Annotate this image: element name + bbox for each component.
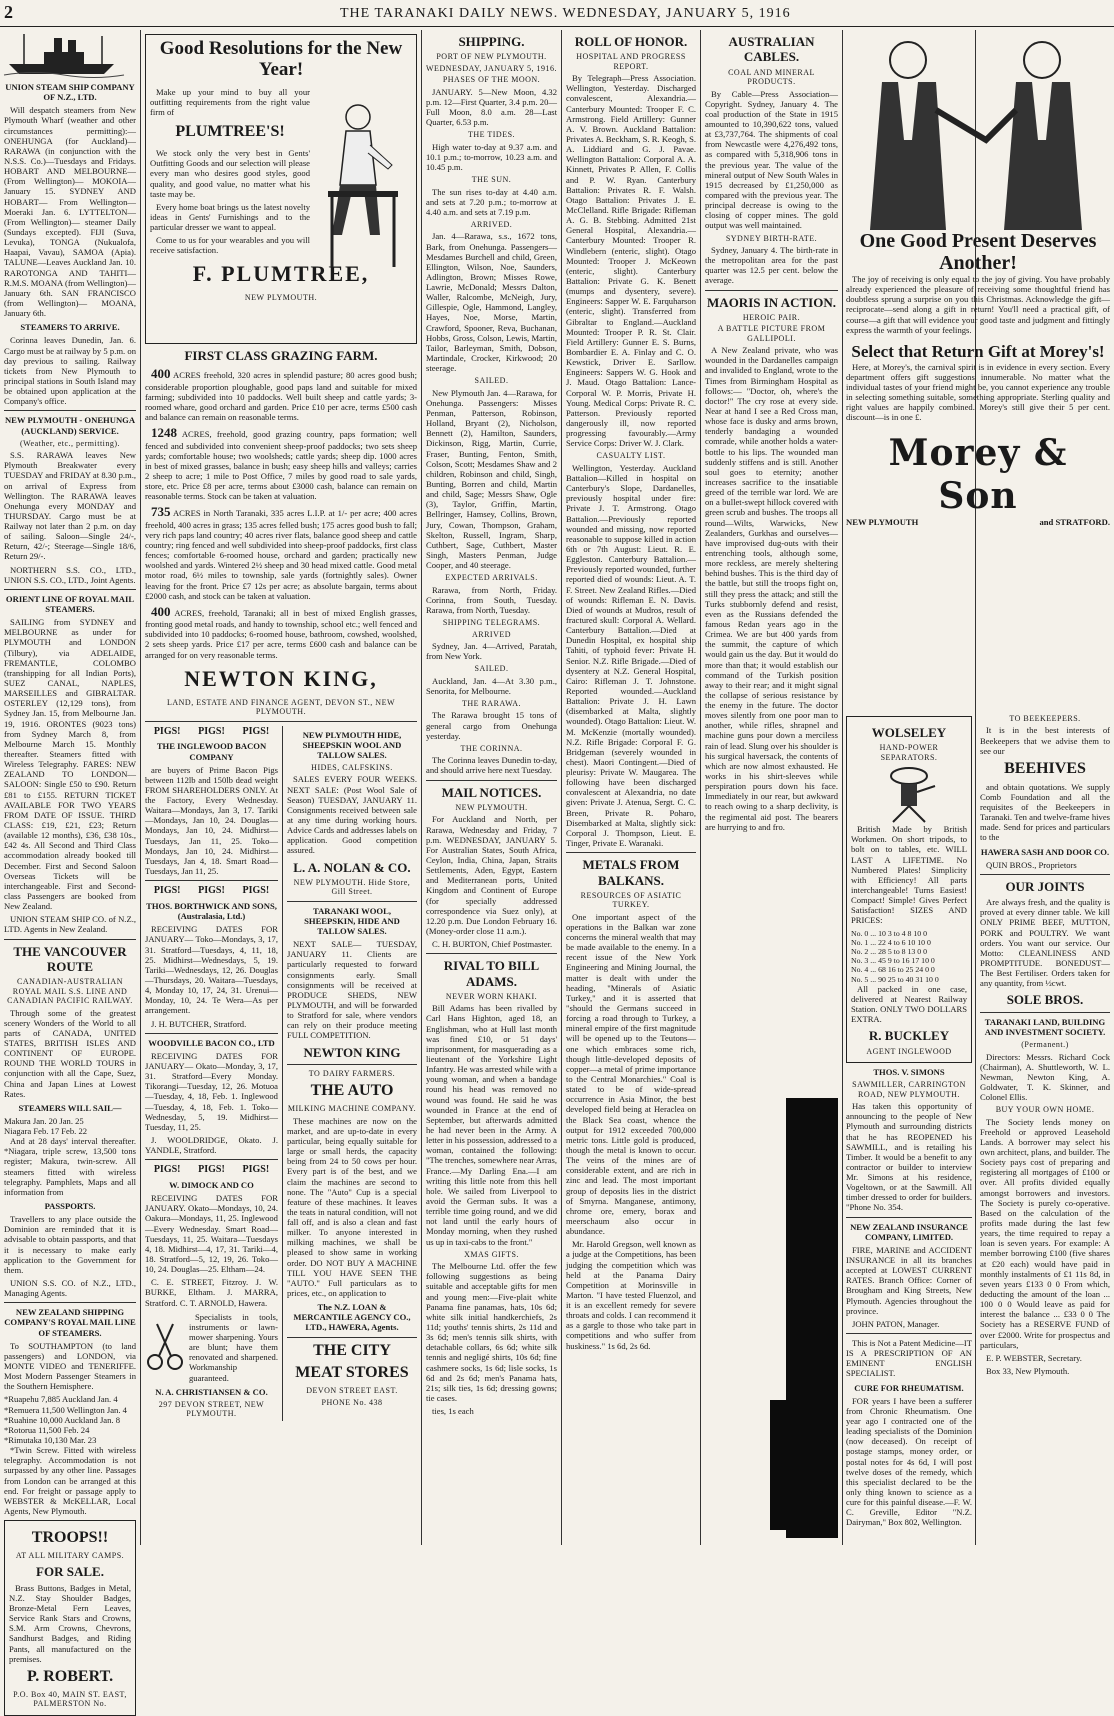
morey-ad bbox=[846, 30, 1110, 710]
expected-text: Rarawa, from North, Friday. Corinna, from South, Tuesday. Rarawa, from North, Tuesday. bbox=[426, 584, 557, 616]
bee-text: It is in the best interests of Beekeepers that we advise them to see our bbox=[980, 725, 1110, 756]
pigs-label: PIGS! bbox=[198, 885, 225, 897]
khaki-heading: NEVER WORN KHAKI. bbox=[445, 991, 538, 1001]
divider bbox=[426, 953, 557, 954]
wolseley-row: No. 1 ... 22 4 to 6 10 10 0 bbox=[851, 937, 931, 947]
sailed-heading: SAILED. bbox=[474, 376, 509, 386]
mail-sign: C. H. BURTON, Chief Postmaster. bbox=[432, 939, 553, 950]
date-line: WEDNESDAY, JANUARY 5, 1916. bbox=[426, 63, 557, 73]
present-heading: One Good Present Deserves Another! bbox=[859, 230, 1097, 274]
np-service-sign: NORTHERN S.S. CO., LTD., UNION S.S. CO., LTD., Joint Agents. bbox=[4, 564, 136, 585]
nzshipping-row: *Remuera 11,500 Wellington Jan. 4 bbox=[4, 1404, 127, 1415]
divider bbox=[4, 589, 136, 590]
rheum-intro: This is Not a Patent Medicine—IT IS A PRESCRIPTION OF AN EMINENT ENGLISH SPECIALIST. bbox=[846, 1338, 972, 1379]
city-address: DEVON STREET EAST. bbox=[306, 1386, 398, 1396]
simons-sub: SAWMILLER, CARRINGTON ROAD, NEW PLYMOUTH. bbox=[852, 1080, 966, 1099]
passports-sign: UNION S.S. CO. of N.Z., LTD., Managing Agents. bbox=[4, 1278, 136, 1299]
plumtrees-name: PLUMTREE'S! bbox=[175, 123, 285, 141]
plumtree-p2: Every home boat brings us the latest novelty ideas in Gents' Furnishings and to the particular dresser we want to appeal. bbox=[150, 201, 310, 233]
pigs-label: PIGS! bbox=[242, 885, 270, 897]
passports-heading: PASSPORTS. bbox=[44, 1201, 96, 1212]
dimock-text: RECEIVING DATES FOR JANUARY. Okato—Mondays, 10, 24. Oakura—Mondays, 11, 25. Inglewood—Every Wednesday. Smart Road—Tuesdays, 11, 25. Waitara—Tuesdays 4, 18. Midhirst—4, 17, 31. Tariki—4, 18. Stratford—5, 12, 19, 26. Toko—10, 24. Douglas—25. Eltham—24. bbox=[145, 1193, 278, 1275]
saw-ad bbox=[145, 1312, 278, 1383]
morey-locations bbox=[846, 517, 1110, 527]
tides-text: High water to-day at 9.37 a.m. and 10.1 p.m.; to-morrow, 10.23 a.m. and 10.45 p.m. bbox=[426, 141, 557, 172]
troops-ad bbox=[4, 1520, 136, 1716]
farm-listing bbox=[145, 604, 417, 660]
nolan-name: L. A. NOLAN & CO. bbox=[293, 859, 411, 875]
moon-text: JANUARY. 5—New Moon, 4.32 p.m. 12—First Quarter, 3.4 p.m. 20—Full Moon, 8.0 a.m. 28—Last Quarter, 6.53 p.m. bbox=[426, 86, 557, 128]
farm-text: ACRES, freehold, good grazing country, paps formation; well fenced and subdivided into convenient sheep-proof paddocks; two sets sheep yards; comfortable house; two woolsheds; cattle yards; sheep dip. 1000 acres in best of mixed grasses, balance in bush; easy sheep hills and valleys; carries 2 sheep to acre; 1 mile to Post Office, 7 miles by good road to sale yards, store, etc. Price £8 per acre, terms about £3000 cash, balance can remain on reasonable terms. Stock can be taken at valuation. bbox=[145, 429, 417, 502]
hawera-name: HAWERA SASH AND DOOR CO. bbox=[980, 846, 1110, 857]
port-heading: PORT OF NEW PLYMOUTH. bbox=[436, 52, 547, 62]
auto-sub: MILKING MACHINE COMPANY. bbox=[287, 1104, 417, 1114]
farm-acres: 735 bbox=[151, 504, 171, 520]
wolseley-row: No. 3 ... 45 9 to 16 17 10 0 bbox=[851, 956, 935, 966]
auto-heading: THE AUTO bbox=[310, 1082, 394, 1100]
nolan-address: NEW PLYMOUTH. Hide Store, Gill Street. bbox=[293, 877, 411, 897]
bee-text-2: and obtain quotations. We supply Comb Foundation and all the requisites of the Beekeepers in Taranaki. Ten and twelve-frame hives made. Send for prices and particulars to the bbox=[980, 781, 1110, 843]
orient-sign: UNION STEAM SHIP CO. of N.Z., LTD. Agents in New Zealand. bbox=[4, 914, 136, 935]
divider bbox=[145, 1033, 278, 1034]
column-wide-ads bbox=[145, 30, 417, 1545]
casualty-text: Wellington, Yesterday. Auckland Battalion—Killed in hospital on Canterbury's Slope, Dardanelles, previously hospital under fire: Private J. T. Armstrong. Otago Battalion.—Previously reported wounded and missing, now reported reasonable to suppose killed in action 6th or 7th August: Lieut. R. E. Eggleston. Canterbury Battalion.—Previously reported wounded, further reported died of wounds: Lieut. A. T. F. Street. New Zealand Rifles.—Died of wounds: Rifleman E. N. Davis. Died of wounds at Mudros, result of fractured skull: Corporal A. Wellard. Canterbury Battalion.—Died at Dunedin Hospital, ex hospital ship Tahiti, of typhoid fever: Private H. Senior. N.Z. Rifle Brigade.—Died of dysentery at N.Z. General Hospital, Cairo: Rifleman J. T. Johnstone. Reported wounded.—Auckland Battalion: Private J. H. Lawn (disembarked at Malta, slightly wounded). Otago Battalion: Lieut. W. M. McKenzie (mortally wounded). N.Z. Rifle Brigade: Corporal F. G. Bridgeman (severely wounded in chest). Maori Contingent.—Died of pleurisy: Private W. Maugarea. The following have been discharged convalescent at Alexandria, no date given: Private J. Atenua, Sergt. C. C. Breen, Private R. Poharo, Disembarked at Malta, slightly sick: Corporal J. Thompson, Lieut. E. Tinger, Private E. Waranaki. bbox=[566, 462, 696, 849]
farm-heading: FIRST CLASS GRAZING FARM. bbox=[184, 348, 378, 363]
meat-stores-heading: MEAT STORES bbox=[295, 1364, 409, 1382]
vancouver-sail-heading: STEAMERS WILL SAIL— bbox=[18, 1102, 122, 1113]
newton-king-sub: LAND, ESTATE AND FINANCE AGENT, DEVON ST., NEW PLYMOUTH. bbox=[166, 697, 396, 717]
pigs-banner bbox=[145, 726, 278, 738]
union-heading: UNION STEAM SHIP COMPANY OF N.Z., LTD. bbox=[5, 82, 135, 103]
column-shipping-ads bbox=[4, 30, 136, 1709]
farm-text: ACRES in North Taranaki, 335 acres L.I.P. at 1/- per acre; 400 acres freehold, 400 acres in grass; 135 acres felled bush; 175 acres good bush to fall; very rich paps land country; 40 acres river flats, balance good sheep and cattle country; ring fenced and well subdivided into sheep-proof paddocks, first class fences; comfortable 6-roomed house, orchard and garden; practically new woolshed and yards. Wintered 2½ sheep and 30 head mixed cattle. Good metal motor road, 6½ miles to township, sale yards (fortnightly sales). Owner leaving for the front. Price £7 12s per acre; as absolute bargain, terms about £2000 cash, and stock can be taken at valuation. bbox=[145, 508, 417, 601]
mail-np: NEW PLYMOUTH. bbox=[455, 802, 528, 812]
farm-listing bbox=[145, 504, 417, 600]
beehives-heading: BEEHIVES bbox=[1004, 759, 1086, 777]
morey-stratford: and STRATFORD. bbox=[1039, 517, 1110, 528]
newton-king-name: NEWTON KING, bbox=[184, 665, 378, 691]
divider bbox=[287, 901, 417, 902]
arrived-heading: ARRIVED. bbox=[470, 219, 513, 229]
plumtree-p1: We stock only the very best in Gents' Outfitting Goods and our selection will please every man who desires good styles, good quality, and good value, no matter what his taste may be. bbox=[150, 148, 310, 199]
wolseley-row: No. 2 ... 28 5 to 8 13 0 0 bbox=[851, 946, 928, 956]
page-number: 2 bbox=[4, 2, 13, 22]
maoris-text: A New Zealand private, who was wounded in the Dardanelles campaign and invalided to England, wrote to the Times from Birmingham Hospital as follows:— "Doctor, oh, where's the doctor!" The cry rose at every side. Near at hand I see a Red Cross man, whose face is dusky and arms brown, tenderly bandaging a wounded comrade, while another holds a water-bottle to his lips. The wounded man suddenly stiffens and is still. Another soul goes to eternity; another increases sacrifice to the insatiable greed of the terrible war lord. We are on a bullet-swept hillock covered with green scrub and bushes. The troops all round—Wilts, Warwicks, New Zealanders, Gurkhas and ourselves—have improvised dug-outs with their entrenching tools, although some, more reckless, are merely sheltering behind bushes. This is the third day of the battle, but still the troops fight on, still they press the attack; and still the Turks stubbornly defend and resist, even as the Russians defended the famous Redan years ago in the Crimea. We are but 400 yards from the summit, the capture of which would gain us the day. But it would do more than that; it would establish our command of the Turkish position away to their rear; and it might signal the collapse of serious resistance by the enemy in the future. The doctor moves silently from one poor man to another, while rifles, shrapnel and machine guns pour down a merciless rain of lead. Slung over his shoulder is his surgical haversack, the contents of which are now almost exhausted. He works in his shirt-sleeves while perspiration pours down his face. Immediately in our rear, but awkward to reach owing to a sharp declivity, is the regimental aid post. The bearers are hurrying to and fro. bbox=[705, 345, 838, 832]
birth-text: Sydney, January 4. The birth-rate in the metropolitan area for the past quarter was 12.5 per cent. below the average. bbox=[705, 244, 838, 286]
woodville-heading: WOODVILLE BACON CO., LTD bbox=[148, 1037, 275, 1048]
saw-text: Specialists in tools, instruments or lawn-mower sharpening. Yours are blunt; have them renovated and sharpened. Workmanship guaranteed. bbox=[189, 1311, 278, 1383]
nzshipping-heading: NEW ZEALAND SHIPPING COMPANY'S ROYAL MAIL LINE OF STEAMERS. bbox=[4, 1307, 136, 1338]
nzshipping-text-2: *Twin Screw. Fitted with wireless telegraphy. Accommodation is not surpassed by any other line. Passages from London can be arranged at this end. For freight or passage apply to WEBSTER & McKELLAR, Local Agents, New Plymouth. bbox=[4, 1445, 136, 1516]
nzshipping-row: *Rimutaka 10,130 Mar. 23 bbox=[4, 1435, 97, 1445]
vancouver-sub: CANADIAN-AUSTRALIAN ROYAL MAIL S.S. LINE AND CANADIAN PACIFIC RAILWAY. bbox=[7, 977, 133, 1006]
robert-name: P. ROBERT. bbox=[26, 1667, 114, 1685]
cables-heading: AUSTRALIAN CABLES. bbox=[728, 34, 815, 65]
farm-text: ACRES freehold, 320 acres in splendid pasture; 80 acres good bush; considerable proportion ploughable, good paps land and suitable for mixed farming; subdivided into 10 paddocks. Well built sheep and cattle yards; 3-roomed whare, good orchard and garden. Price £10 per acre, terms £500 cash and balance can remain on reasonable terms. bbox=[145, 370, 417, 423]
divider bbox=[4, 939, 136, 940]
vancouver-heading: THE VANCOUVER ROUTE bbox=[13, 943, 127, 974]
roll-text: By Telegraph—Press Association. Wellington, Yesterday. Discharged convalescent, Alexandria.—Canterbury Mounted: Trooper F. C. Armstrong. Field Artillery: Gunner A. V. Brown. Auckland Battalion: Privates A. Beckham, S. R. Keogh, S. A. Liddiard and G. J. Pavae. Wellington Battalion: Corporal A. A. Kinnett, Privates P. Allen, F. Collis and P. W. Ryan. Canterbury Battalion: Privates R. F. Walsh. Otago Battalion: Privates J. E. McClelland. Rifle Brigade: Rifleman A. G. B. Stebbing. Admitted 21st General Hospital, Alexandria.—Canterbury Mounted: Trooper R. Windlebern (enteric, slight). Otago Mounted: Trooper J. McKeown (enteric, slight). Canterbury Battalion: Private G. K. Benett (mumps and dysentery, severe). Engineers: Sapper W. E. Farquharson (enteric, slight). Transferred from Gibraltar to England.—Auckland Mounted: Trooper P. R. St. Clair. Field Artillery: Gunner E. S. Burns, Bombardier E. A. Finlay and C. O. Kewstick, Driver E. Sarllow. Engineers: Sappers W. G. Hook and J. Maud. Otago Battalion: Lance-Corporal W. P. Morris, Private H. Young. Medical Corps: Private R. C. Patterson. Previously reported dangerously ill, now reported progressing favourably.—Army Service Corps: Driver W. J. Clark. bbox=[566, 73, 696, 449]
arrive-heading: STEAMERS TO ARRIVE. bbox=[20, 322, 120, 333]
own-home-heading: BUY YOUR OWN HOME. bbox=[995, 1105, 1095, 1115]
pigs-banner bbox=[145, 1164, 278, 1176]
sales-column bbox=[283, 726, 417, 1421]
np-hide-heading: NEW PLYMOUTH HIDE, SHEEPSKIN WOOL AND TALLOW SALES. bbox=[302, 729, 402, 760]
corinna-text: The Corinna leaves Dunedin to-day, and should arrive here next Tuesday. bbox=[426, 755, 557, 776]
column-rule bbox=[140, 30, 141, 1545]
roll-heading: ROLL OF HONOR. bbox=[574, 34, 688, 49]
nzins-heading: NEW ZEALAND INSURANCE COMPANY, LIMITED. bbox=[850, 1221, 968, 1242]
beekeepers-pre: TO BEEKEEPERS. bbox=[1009, 714, 1081, 723]
sole-name: SOLE BROS. bbox=[1006, 992, 1084, 1008]
city-heading: THE CITY bbox=[313, 1341, 391, 1359]
tel-sailed-text: Auckland, Jan. 4—At 3.30 p.m., Senorita, for Melbourne. bbox=[426, 675, 557, 696]
masthead bbox=[0, 0, 1114, 27]
auto-text: These machines are now on the market, and are up-to-date in every particular, being equally suitable for large or small herds, the capacity being from 24 to 50 cows per hour. Every part is of the best, and we claim the machines are second to none. The "Auto" Cup is a special feature of these machines. It leaves the teats in natural condition, will not fall off, and is also a clean and fast milker. To anyone interested in milking machines, we shall be pleased to show same in working order. DO NOT BUY A MACHINE TILL YOU HAVE SEEN THE "AUTO." Full particulars as to prices, etc., on application to bbox=[286, 1115, 417, 1299]
rarawa-heading: THE RARAWA. bbox=[461, 699, 522, 709]
wolseley-text: British Made by British Workmen. On short tripods, to bolt on to tables, etc. WILL LAST A LIFETIME. No Numbered Plates! Simplicity with Efficiency! All parts interchangeable! Turns Easiest! Compact! Simple! Gives Perfect Satisfaction! SIZES AND PRICES: bbox=[851, 824, 967, 926]
np-service-text: S.S. RARAWA leaves New Plymouth Breakwater every TUESDAY and FRIDAY at 8.30 p.m., on arrival of Express from Wellington. The RARAWA leaves Onehunga every MONDAY and THURSDAY. Cargo must be at Railway not later than 2 p.m. on day of sailing. Saloon—Single 24/-, Return, 42/-; Steerage—Single 18/6, Return 29/-. bbox=[4, 450, 136, 562]
robert-address: P.O. Box 40, MAIN ST. EAST, PALMERSTON No. bbox=[13, 1689, 127, 1709]
ink-blot bbox=[770, 1400, 792, 1530]
plumtree-intro: Make up your mind to buy all your outfitting requirements from the right value firm of bbox=[150, 86, 310, 118]
sailed-text: New Plymouth Jan. 4—Rarawa, for Onehunga. Passengers: Misses Penman, Patterson, Robinson, Holland, Bryant (2), Nicholson, Bennett (2), Hamilton, Saunders, Dickinson, Rigg, Martin, Currie, Fraser, Bunting, Fenton, Smith, Colson, Scott; Mesdames Shaw and 2 children, Robinson and child, Singh, Bunting, Borren and child, Martin and child, Sage; Messrs Shaw, Ogle (3), Taylor, Griffin, Martin, Bellringer, Hamsey, Collins, Brown, Jury, Cowan, Thompson, Graham, Skelton, Russell, Ingram, Sharp, Cuthbert, Sage, Cuthbert, Master Singh, Masters Penman, Judge Cooper, and 40 steerage. bbox=[426, 387, 557, 571]
np-hide-text: SALES EVERY FOUR WEEKS. NEXT SALE: (Post Wool Sale of Season) TUESDAY, JANUARY 11. Consignments received between sale at any time during working hours. Advice Cards and addresses labels on application. Good competition assured. bbox=[286, 774, 417, 856]
divider bbox=[287, 1064, 417, 1065]
wolseley-sub: HAND-POWER SEPARATORS. bbox=[879, 743, 939, 762]
np-hide-sub: HIDES, CALFSKINS. bbox=[311, 762, 393, 772]
select-heading: Select that Return Gift at Morey's! bbox=[851, 341, 1105, 361]
tides-heading: THE TIDES. bbox=[467, 130, 516, 140]
divider bbox=[980, 1012, 1110, 1013]
arrive-text: Corinna leaves Dunedin, Jan. 6. Cargo must be at railway by 5 p.m. on day previous to sailing. Railway tickets from New Plymouth to principal stations in South Island may be obtained upon application at the Company's office. bbox=[4, 335, 136, 407]
mail-text: For Auckland and North, per Rarawa, Wednesday and Friday, 7 p.m. WEDNESDAY, JANUARY 5. For Australian States, South Africa, Ceylon, India, China, Japan, Straits Settlements, Aden, Egypt, Eastern and Mediterranean ports, United Kingdom and Continent of Europe (for specially addressed correspondence via Suez only), at 12.20 p.m. Due London February 16. (Money-order close 11 a.m.). bbox=[426, 814, 557, 936]
ink-blot bbox=[786, 1098, 838, 1538]
pigs-label: PIGS! bbox=[242, 1164, 270, 1176]
divider bbox=[4, 410, 136, 411]
for-sale-heading: FOR SALE. bbox=[36, 1564, 104, 1580]
divider bbox=[980, 874, 1110, 875]
troops-sub: AT ALL MILITARY CAMPS. bbox=[15, 1551, 125, 1560]
hospital-heading: HOSPITAL AND PROGRESS REPORT. bbox=[576, 52, 686, 71]
orient-text: SAILING from SYDNEY and MELBOURNE as under for PLYMOUTH and LONDON (Tilbury), via ADELAIDE, FREMANTLE, COLOMBO (transhipping for all Indian Ports), SUEZ CANAL, NAPLES, MARSEILLES and GIBRALTAR. OSTERLEY (12,129 tons), from Sydney Jan. 15, from Melbourne Jan. 19, 1916. ORONTES (9023 tons) from Sydney March 8, from Melbourne March 15. Monthly thereafter. Steamers fitted with Wireless Telegraphy. FARES: NEW ZEALAND TO LONDON—SALOON: Single £50 to £90. Return £81 to £155. RETURN TICKET AVAILABLE FOR TWO YEARS FROM DATE OF ISSUE. THIRD CLASS: £19, £21, £23; Return (available 12 months), £36, £38 10s., £42 4s. All Second and Third Class accommodation already booked till December. First and Second Saloon Overseas Tickets will be interchangeable. First and Second-class Passengers are booked from New Zealand. bbox=[4, 617, 136, 912]
divider bbox=[145, 1159, 278, 1160]
metals-text: One important aspect of the operations in the Balkan war zone concerns the mineral wealth that may be made available to the enemy. In a recent issue of the New York Engineering and Mining Journal, the matter is dealt with under the heading, "Minerals of Asiatic Turkey," and it is asserted that "should the Germans succeed in forcing a road through to Turkey, a mineral empire of the first magnitude will be opened up to the Teutons—one which embraces some rich, though little-developed deposits of copper—a metal of prime importance to the Central Monarchies." Coal is stated to be of wide-spread occurrence in Asia Minor, the best developed field being at Heraclea on the Black Sea coast, whence the output for 1912 exceeded 700,000 metric tons. Little gold is produced, though the metal is known to occur. The veins of the mines are of considerable extent, and are rich in zinc and lead. The most important group of deposits lies in the district of Smyrna. Manganese, antimony, chrome ore, emery, borax and meerschaum also occur in abundance. bbox=[566, 911, 696, 1237]
pigs-banner bbox=[145, 885, 278, 897]
sun-heading: THE SUN. bbox=[471, 175, 512, 185]
divider bbox=[846, 1333, 972, 1334]
wolseley-row: No. 4 ... 68 16 to 25 24 0 0 bbox=[851, 965, 935, 975]
men-illustration bbox=[846, 30, 1110, 230]
rheum-text: FOR years I have been a sufferer from Chronic Rheumatism. One year ago I contracted one of the leading specialists of the Dominion (now deceased). On receipt of postage stamps, money order, or postal notes for 4s 6d, I will post twelve doses of the remedy, which this specialist declared to be the only thing known to science as a cure for this painful disease.—F. W. C. Greville, Editor "N.Z. Dairyman," Box 802, Wellington. bbox=[846, 1395, 972, 1528]
column-rule bbox=[700, 30, 701, 1545]
sub-columns bbox=[145, 726, 417, 1421]
battle-heading: A BATTLE PICTURE FROM GALLIPOLI. bbox=[717, 324, 826, 343]
inglewood-heading: THE INGLEWOOD BACON COMPANY bbox=[156, 741, 267, 762]
pigs-label: PIGS! bbox=[198, 1164, 225, 1176]
inglewood-text: are buyers of Prime Bacon Pigs between 112lb and 150lb dead weight FROM SHAREHOLDERS ONLY. At the Factory, Every Wednesday. Waitara—Mondays, Jan 3, 17. Tariki—Mondays, Jan 10, 24. Douglas—Mondays, Jan 10, 24. Midhirst—Tuesdays, Jan 11, 25. Toko—Mondays, Jan 10, 24. Midhirst—Tuesdays, Jan 4, 18. Smart Road—Tuesdays, Jan 11, 25. bbox=[145, 764, 278, 877]
troops-heading: TROOPS!! bbox=[31, 1529, 109, 1547]
nzshipping-row: *Rotorua 11,500 Feb. 24 bbox=[4, 1424, 90, 1435]
column-rule bbox=[421, 30, 422, 1545]
rarawa-text: The Rarawa brought 15 tons of general cargo from Onehunga yesterday. bbox=[426, 710, 557, 741]
taranaki-sales-text: NEXT SALE— TUESDAY, JANUARY 11. Clients are particularly requested to forward consignments early. Small consignments will be received at PRODUCE SHEDS, NEW PLYMOUTH, and will be forwarded to Stratford for sale, where vendors can rely on their produce meeting FULL COMPETITION. bbox=[286, 939, 417, 1041]
orient-heading: ORIENT LINE OF ROYAL MAIL STEAMERS. bbox=[5, 593, 135, 615]
arrived-text: Jan. 4—Rarawa, s.s., 1672 tons, Bark, from Onehunga. Passengers—Mesdames Burchell and child, Green, Ellington, Wilson, Noe, Saunders, Adlington, Brown; Misses Rowe, Lawrie, McDonald; Messrs Dalton, Waller, Ralcombe, McNeigh, Jury, Gillespie, Ogle, Hammond, Langley, Hayes, Noe, Morse, Martin, Crawford, Spooner, Reva, Buchanan, Hobbs, Gross, Colson, Lewis, Martin, Tailor, Barleyman, Smith, Dobson, Martindale, Crocker, Kirkwood; 20 steerage. bbox=[426, 231, 557, 374]
separator-illustration bbox=[851, 764, 967, 824]
dairy-farmers: TO DAIRY FARMERS. bbox=[308, 1068, 396, 1078]
box-line: Box 33, New Plymouth. bbox=[986, 1366, 1070, 1377]
coal-heading: COAL AND MINERAL PRODUCTS. bbox=[728, 67, 815, 87]
rheum-heading: CURE FOR RHEUMATISM. bbox=[854, 1382, 964, 1393]
farm-acres: 400 bbox=[151, 366, 171, 382]
troops-text: Brass Buttons, Badges in Metal, N.Z. Stay Shoulder Badges, Bronze-Metal Fern Leaves, Service Rank Stars and Crowns, S.M. Arm Crowns, Chevrons, Sandhurst Badges, and Riding Pants, all manufactured on the premises. bbox=[9, 1582, 131, 1664]
column-rule bbox=[842, 30, 843, 1545]
webster-sign: E. P. WEBSTER, Secretary. bbox=[986, 1352, 1082, 1363]
rival-heading: RIVAL TO BILL ADAMS. bbox=[443, 958, 540, 989]
loan-agency: The N.Z. LOAN & MERCANTILE AGENCY CO., LTD., HAWERA, Agents. bbox=[293, 1302, 411, 1333]
xmas-heading: XMAS GIFTS. bbox=[464, 1249, 519, 1259]
simons-heading: THOS. V. SIMONS bbox=[873, 1067, 945, 1078]
column-rule bbox=[561, 30, 562, 1545]
xmas-tail: ties, 1s each bbox=[432, 1406, 474, 1417]
dimock-heading: W. DIMOCK AND CO bbox=[169, 1180, 254, 1191]
nzins-text: FIRE, MARINE and ACCIDENT INSURANCE in all its branches accepted at LOWEST CURRENT RATES. Branch Office: Corner of Brougham and King Streets, New Plymouth. Agencies throughout the province. bbox=[846, 1244, 972, 1316]
simons-text: Has taken this opportunity of announcing to the people of New Plymouth and surrounding districts that he has REOPENED his SAWMILL, and is retailing his Timber. It would be a benefit to any contractor or builder to interview Mr. Simons at his residence, Vogeltown, or at the Sawmill. All timber dressed to order for builders. "Phone No. 354. bbox=[846, 1101, 972, 1213]
tel-sailed-heading: SAILED. bbox=[474, 664, 509, 674]
tel-arrived-heading: ARRIVED bbox=[471, 629, 512, 639]
vancouver-row: Makura Jan. 20 Jan. 25 bbox=[4, 1115, 84, 1126]
column-roll-of-honor bbox=[566, 30, 696, 1545]
gregson-text: Mr. Harold Gregson, well known as a judge at the Competitions, has been judging the competition which was held at the Panama Dairy Competition at Morinsville in Marton. "I have tested Fluenzol, and it is an excellent remedy for severe throats and colds. I can recommend it as a gargle to those who take part in competitions and who suffer from huskiness." 1s 6d, 2s 6d. bbox=[566, 1239, 696, 1351]
wolseley-ad bbox=[846, 716, 972, 1063]
city-phone: PHONE No. 438 bbox=[321, 1397, 383, 1407]
plumtree-firm: F. PLUMTREE, bbox=[192, 261, 370, 287]
select-text: Here, at Morey's, the carnival spirit is in evidence in every section. Every department offers gift suggestions innumerable. No matter what the individual tastes of your friend might be, you cannot experience any trouble in selecting something suitable, something appropriate. Sterling quality and right values are happily combined. Morey's still give their 5 per cent. discount—is in one £. bbox=[846, 361, 1110, 423]
newspaper-title: THE TARANAKI DAILY NEWS. WEDNESDAY, JANUARY 5, 1916 bbox=[340, 6, 791, 21]
metals-heading: METALS FROM BALKANS. bbox=[582, 857, 680, 888]
taranaki-land-heading: TARANAKI LAND, BUILDING AND INVESTMENT SOCIETY. bbox=[984, 1016, 1106, 1037]
woodville-text: RECEIVING DATES FOR JANUARY— Okato—Monday, 3, 17, 31. Stratford—Every Monday. Tikorangi—Tuesday, 12, 26. Motuoa—Tuesday, 4, 18, Feb. 1. Inglewood—Tuesday, 4, 18, Feb. 1. Toko—Wednesday, 5, 19. Midhirst—Tuesday, 11, 25. bbox=[145, 1050, 278, 1132]
taranaki-land-sub: (Permanent.) bbox=[1021, 1040, 1069, 1050]
shipping-heading: SHIPPING. bbox=[458, 34, 525, 49]
wolseley-heading: WOLSELEY bbox=[871, 725, 947, 740]
passports-text: Travellers to any place outside the Dominion are reminded that it is advisable to obtain passports, and that it is necessary to make early application to the Government for them. bbox=[4, 1214, 136, 1275]
wolseley-row: No. 0 ... 10 3 to 4 8 10 0 bbox=[851, 928, 928, 938]
morey-np: NEW PLYMOUTH bbox=[846, 517, 919, 528]
pigs-label: PIGS! bbox=[153, 725, 181, 737]
present-text: The joy of receiving is only equal to the joy of giving. You have probably already experienced the pleasure of receiving some thoughtful friend has doubtless sprung a surprise on you this Christmas. Acknowledge the gift—reciprocate—send along a gift in return! You'll need a practical gift, of course—a gift that will evidence your good taste and judgment and fittingly express the warmth of your feelings. bbox=[846, 274, 1110, 335]
buckley-sub: AGENT INGLEWOOD bbox=[866, 1046, 952, 1056]
column-7-lower bbox=[980, 712, 1110, 1547]
vancouver-text-2: And at 28 days' interval thereafter. *Niagara, triple screw, 13,500 tons register; Makura, twin-screw. All steamers fitted with wireless telegraphy. Pamphlets, Maps and all information from bbox=[4, 1136, 136, 1197]
mail-heading: MAIL NOTICES. bbox=[441, 784, 542, 800]
seated-man-illustration bbox=[318, 95, 408, 277]
heroic-heading: HEROIC PAIR. bbox=[742, 312, 801, 322]
asiatic-heading: RESOURCES OF ASIATIC TURKEY. bbox=[580, 890, 682, 910]
tel-arrived-text: Sydney, Jan. 4—Arrived, Paratah, from New York. bbox=[426, 641, 557, 662]
sun-text: The sun rises to-day at 4.40 a.m. and sets at 7.20 p.m.; to-morrow at 4.40 a.m. and sets at 7.19 p.m. bbox=[426, 186, 557, 217]
joints-text: Are always fresh, and the quality is proved at every dinner table. We kill ONLY PRIME BEEF, MUTTON, PORK and POULTRY. We want orders. You want our service. Our Motto: CLEANLINESS AND PROMPTITUDE. BONEDUST— The Best Fertiliser. Orders taken for any quantity, from ½cwt. bbox=[980, 897, 1110, 989]
divider bbox=[566, 852, 696, 853]
divider bbox=[4, 1302, 136, 1303]
divider bbox=[846, 1217, 972, 1218]
plumtree-town: NEW PLYMOUTH. bbox=[244, 293, 318, 303]
corinna-heading: THE CORINNA. bbox=[460, 743, 523, 753]
birth-heading: SYDNEY BIRTH-RATE. bbox=[725, 233, 818, 243]
divider bbox=[145, 721, 417, 722]
nzshipping-row: *Ruapehu 7,885 Auckland Jan. 4 bbox=[4, 1394, 118, 1405]
nzshipping-text: To SOUTHAMPTON (to land passengers) and LONDON, via MONTE VIDEO and TENERIFFE. Most Modern Passenger Steamers in the Southern Hemisphere. bbox=[4, 1340, 136, 1392]
farm-listing bbox=[145, 366, 417, 422]
morey-logo: Morey & Son bbox=[888, 432, 1068, 517]
column-shipping-news bbox=[426, 30, 557, 1545]
dimock-sign: C. E. STREET, Fitzroy. J. W. BURKE, Eltham. J. MARRA, Stratford. C. T. ARNOLD, Hawera. bbox=[145, 1277, 278, 1308]
divider bbox=[287, 1337, 417, 1338]
moon-heading: PHASES OF THE MOON. bbox=[442, 75, 541, 85]
own-home-text: The Society lends money on Freehold or approved Leasehold Lands. A borrower may select his own architect, plans, and builder. The Society pays cost of preparing and registering all mortgages of £100 or over. All profits divided equally amongst borrowers and investors. The Society is purely co-operative. Based on the calculation of the profits made during the last few years, the time required to repay a loan is seven years. For example: A member borrowing £100 (five shares at £20 each) would have paid in monthly instalments of £1 11s 8d, in seven years £133 0 0 From which, deducting the amount of the loan ... 100 0 0 Would leave as paid for interest the balance ... £33 0 0 The Society has a RESERVE FUND of over £2000. Write for prospectus and particulars, bbox=[980, 1116, 1110, 1350]
taranaki-land-text: Directors: Messrs. Richard Cock (Chairman), A. Shuttleworth, W. L. Newman, Newton King, A. Goldwater, T. K. Skinner, and Colonel Ellis. bbox=[980, 1051, 1110, 1103]
farm-acres: 400 bbox=[151, 603, 171, 619]
plumtree-ad-title: Good Resolutions for the New Year! bbox=[159, 38, 403, 80]
np-service-sub: (Weather, etc., permitting). bbox=[19, 438, 121, 448]
vancouver-text: Through some of the greatest scenery Wonders of the World to all parts of CANADA, UNITED STATES, BRITISH ISLES AND CONTINENT OF EUROPE. ROUND THE WORLD TOURS in conjunction with all the Cape, Suez, China and Japan Lines at Lowest Rates. bbox=[4, 1007, 136, 1099]
newton-king-2: NEWTON KING bbox=[303, 1044, 401, 1060]
divider bbox=[705, 290, 838, 291]
christiansen-address: 297 DEVON STREET, NEW PLYMOUTH. bbox=[158, 1399, 265, 1419]
scissors-icon bbox=[145, 1322, 185, 1372]
bacon-column bbox=[145, 726, 283, 1421]
expected-heading: EXPECTED ARRIVALS. bbox=[445, 573, 538, 583]
wolseley-text-2: All packed in one case, delivered at Nearest Railway Station. ONLY TWO DOLLARS EXTRA. bbox=[851, 983, 967, 1025]
xmas-text: The Melbourne Ltd. offer the few following suggestions as being suitable and acceptable gifts for men and young men:—Five-plait white Panama fine panamas, hats, 10s 6d; white silk initial handkerchiefs, 2s 11d; youths' tennis shirts, 2s 11d and 3s 6d; men's tennis silk shirts, with detachable collars, 6s 6d; white silk tennis and negligé shirts, 10s 6d; fine cashmere socks, 1s 6d; lisle socks, 1s 6d and 2s 6d; men's Panama hats, 21s; silk ties, 1s 6d; dressing gowns; tie cases. bbox=[426, 1261, 557, 1403]
column-6-lower bbox=[846, 712, 972, 1547]
maoris-heading: MAORIS IN ACTION. bbox=[707, 294, 836, 310]
farm-listing bbox=[145, 425, 417, 501]
np-service-heading: NEW PLYMOUTH - ONEHUNGA (AUCKLAND) SERVICE. bbox=[4, 415, 136, 436]
woodville-sign: J. WOOLDRIDGE, Okato. J. YANDLE, Stratford. bbox=[145, 1134, 278, 1156]
union-text: Will despatch steamers from New Plymouth Wharf (weather and other circumstances permitting):— ONEHUNGA (for Auckland)— RARAWA (in conjunction with the N.S.S. Co.)—Tuesdays and Fridays. HOBART AND MELBOURNE— (From Wellington)— MOKOIA—January 15. SYDNEY AND HOBART— From Wellington—Moeraki Jan. 6. LYTTELTON— (From Wellington)— steamer Daily (Sundays excepted). FIJI (Suva, Levuka), TONGA (Nukualofa, Haapai, Vavau), SAMOA (Apia). TALUNE—Leaves Auckland Jan. 10. RAROTONGA AND TAHITI— R.M.S. MOANA (from Wellington)— January 6th. SAN FRANCISCO (from Wellington)— MOANA, January 6th. bbox=[4, 105, 136, 319]
plumtree-p3: Come to us for your wearables and you will receive satisfaction. bbox=[150, 235, 310, 256]
steamship-illustration bbox=[4, 30, 136, 78]
pigs-label: PIGS! bbox=[198, 725, 225, 737]
nzshipping-row: *Ruahine 10,000 Auckland Jan. 8 bbox=[4, 1414, 120, 1425]
pigs-label: PIGS! bbox=[153, 885, 181, 897]
joints-heading: OUR JOINTS bbox=[1005, 878, 1085, 894]
taranaki-sales-heading: TARANAKI WOOL, SHEEPSKIN, HIDE AND TALLOW SALES. bbox=[304, 905, 400, 937]
coal-text: By Cable—Press Association—Copyright. Sydney, January 4. The coal production of the State in 1915 amounted to 10,390,622 tons, valued at £3,737,764. The shipments of coal from Newcastle were 4,276,492 tons, as compared with 5,318,906 tons in the previous year. The value of the mineral output of New South Wales in 1915 decreased by £1,250,000 as compared with the previous year. The principal decrease is owing to the closing of copper mines. The gold output was well maintained. bbox=[705, 88, 838, 231]
buckley-name: R. BUCKLEY bbox=[868, 1028, 950, 1044]
divider bbox=[145, 880, 278, 881]
telegrams-heading: SHIPPING TELEGRAMS. bbox=[442, 618, 541, 628]
quin-name: QUIN BROS., Proprietors bbox=[986, 859, 1077, 870]
borthwick-heading: THOS. BORTHWICK AND SONS, (Australasia, Ltd.) bbox=[146, 900, 277, 922]
christiansen-name: N. A. CHRISTIANSEN & CO. bbox=[155, 1386, 268, 1397]
nzins-sign: JOHN PATON, Manager. bbox=[852, 1318, 940, 1329]
borthwick-sign: J. H. BUTCHER, Stratford. bbox=[151, 1018, 247, 1029]
rival-text: Bill Adams has been rivalled by Carl Hans Highton, aged 18, an Englishman, who at Hull last month was fined £10, or 51 days' imprisonment, for masquerading as a lieutenant of the Yorkshire Light Infantry. He was arrested while with a young woman, and when a bandage round his head was removed no wound was found. He said he was wounded in France at the end of September, but afterwards admitted he had never been in the Army. A letter in his possession, addressed to a woman, contained the following: "The trenches, somewhere near Arras, France.—My Darling Ena.—I am writing this little note from this hell hole. We sailed from Liverpool to avoid the German subs. It was a terrible time going round, and we did not land until the early hours of Monday morning, when they rushed us up in taxi-cabs to the front." bbox=[426, 1003, 557, 1247]
borthwick-text: RECEIVING DATES FOR JANUARY— Toko—Mondays, 3, 17, 31. Stratford—Tuesdays, 4, 11, 18, 25. Midhirst—Wednesdays, 5, 19. Tariki—Wednesdays, 12, 26. Douglas—Thursdays, 20. Waitara—Tuesdays, 4, Monday 10, 17, 24, 31. Urenui—Monday, 10, 24. Te Wera—As per arrangement. bbox=[145, 924, 278, 1016]
farm-text: ACRES, freehold, Taranaki; all in best of mixed English grasses, fronting good metal roads, and handy to township, school etc.; well fenced and subdivided into 10 paddocks; 6-roomed house, bathroom, cowshed, woolshed, 2 sets sheep yards. Price £17 per acre, terms £600 cash and balance can be arranged for on very reasonable terms. bbox=[145, 607, 417, 660]
casualty-heading: CASUALTY LIST. bbox=[596, 451, 666, 461]
wolseley-row: No. 5 ... 90 25 to 40 31 10 0 bbox=[851, 974, 939, 984]
farm-acres: 1248 bbox=[151, 425, 177, 441]
divider bbox=[426, 780, 557, 781]
pigs-label: PIGS! bbox=[153, 1164, 181, 1176]
plumtree-ad bbox=[145, 34, 417, 344]
vancouver-row: Niagara Feb. 17 Feb. 22 bbox=[4, 1126, 88, 1137]
pigs-label: PIGS! bbox=[242, 725, 270, 737]
